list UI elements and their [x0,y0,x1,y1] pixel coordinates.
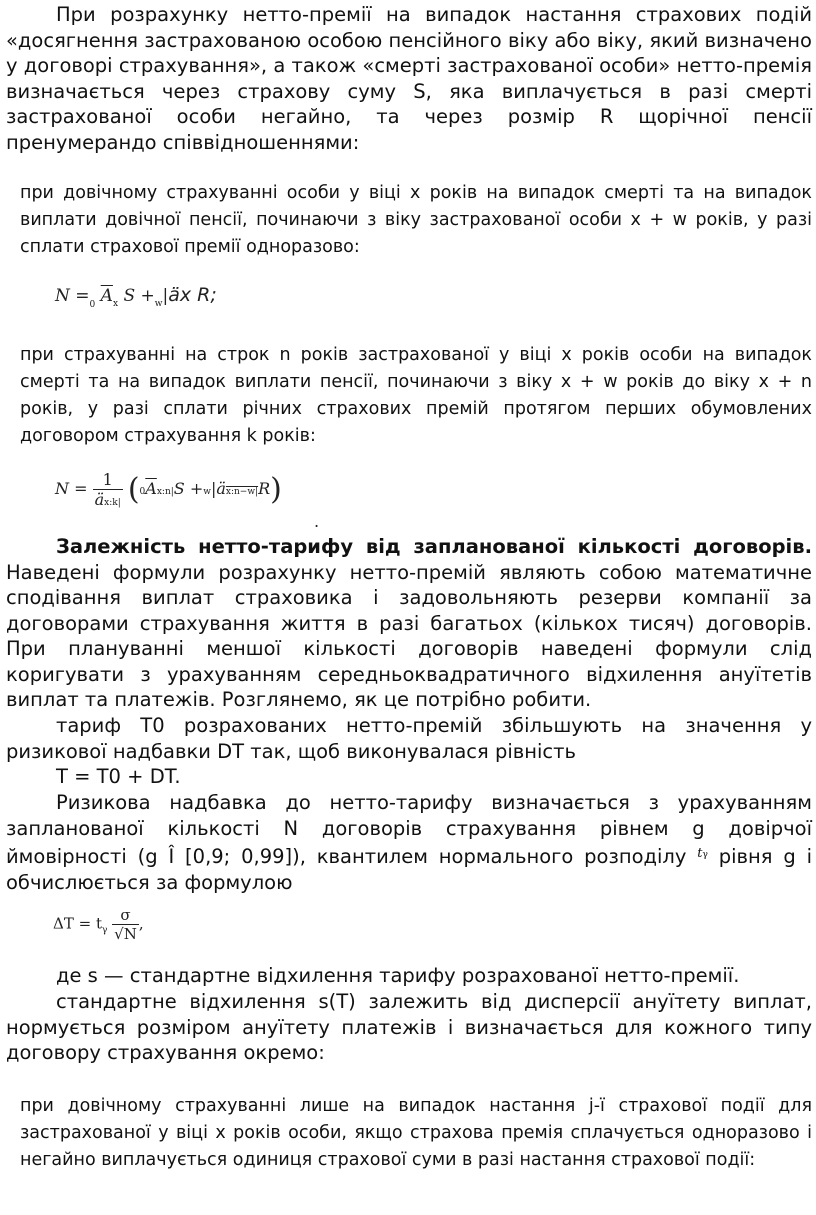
paragraph-intro: При розрахунку нетто-премії на випадок настання страхових подій «досягнення застрахованою особою пенсійного віку або віку, який визначено у договорі страхування», а також «смерті застрахованої особи» нетто-премія визначається через страхову суму S, яка виплачується в разі смерті застрахованої особи негайно, та через розмір R щорічної пенсії пренумерандо співвідношеннями: [6,3,812,154]
list-item-single-event: при довічному страхуванні лише на випадок настання j-ї страхової події для застрахованої у віці x років особи, якщо страхова премія сплачується одноразово і негайно виплачується одиниця страхової суми в разі настання страхової події: [20,1096,812,1170]
list-item-lifelong: при довічному страхуванні особи у віці x років на випадок смерті та на випадок виплати довічної пенсії, починаючи з віку застрахованої особи x + w років, у разі сплати страхової премії одноразово: [20,183,812,257]
list-item-term: при страхуванні на строк n років застрахованої у віці x років особи на випадок смерті та на випадок виплати пенсії, починаючи з віку x + w років до віку x + n років, у разі сплати річних страхових премій протягом перших обумовлених договором страхування k років: [20,345,812,446]
paragraph-equality: T = T0 + DT. [56,765,181,788]
formula-term: N = $\frac{1}{äx:k|}$ ($0\overline{A}x:n|S$ +w|äx:n−w|R) [55,470,282,509]
paragraph-tariff: тариф T0 розрахованих нетто-премій збільшують на значення у ризикової надбавки DT так, щоб виконувалася рівність [6,714,812,763]
section-heading: Залежність нетто-тарифу від запланованої кількості договорів. [56,535,812,558]
formula-term-dot: . [314,512,320,531]
paragraph-dependence: Залежність нетто-тарифу від запланованої кількості договорів. Наведені формули розрахунку нетто-премій являють собою математичне сподівання виплат страховика і задовольняють резерви компанії за договорами страхування життя в разі багатьох (кількох тисяч) договорів. При плануванні меншої кількості договорів наведені формули слід коригувати з урахуванням середньоквадратичного відхилення ануїтетів виплат та платежів. Розглянемо, як це потрібно робити. [6,535,812,711]
formula-lifelong: $N =_0$ $\overline{A}_x$ $S +_w|äx$ R; [55,284,217,310]
formula-risk: $\Delta T = t_\gamma$ $\frac{\sigma}{√N}$ , [53,906,144,943]
paragraph-risk-loading: Ризикова надбавка до нетто-тарифу визначається з урахуванням запланованої кількості N договорів страхування рівнем g довірчої ймовірності (g Î [0,9; 0,99]), квантилем нормального розподілу $^{t\gamma}$ рівня g і обчислюється за формулою [6,791,813,894]
paragraph-std-dev: стандартне відхилення s(T) залежить від дисперсії ануїтету виплат, нормується розміром ануїтету платежів і визначається для кожного типу договору страхування окремо: [6,990,812,1064]
paragraph-sigma: де s — стандартне відхилення тарифу розрахованої нетто-премії. [56,964,740,987]
